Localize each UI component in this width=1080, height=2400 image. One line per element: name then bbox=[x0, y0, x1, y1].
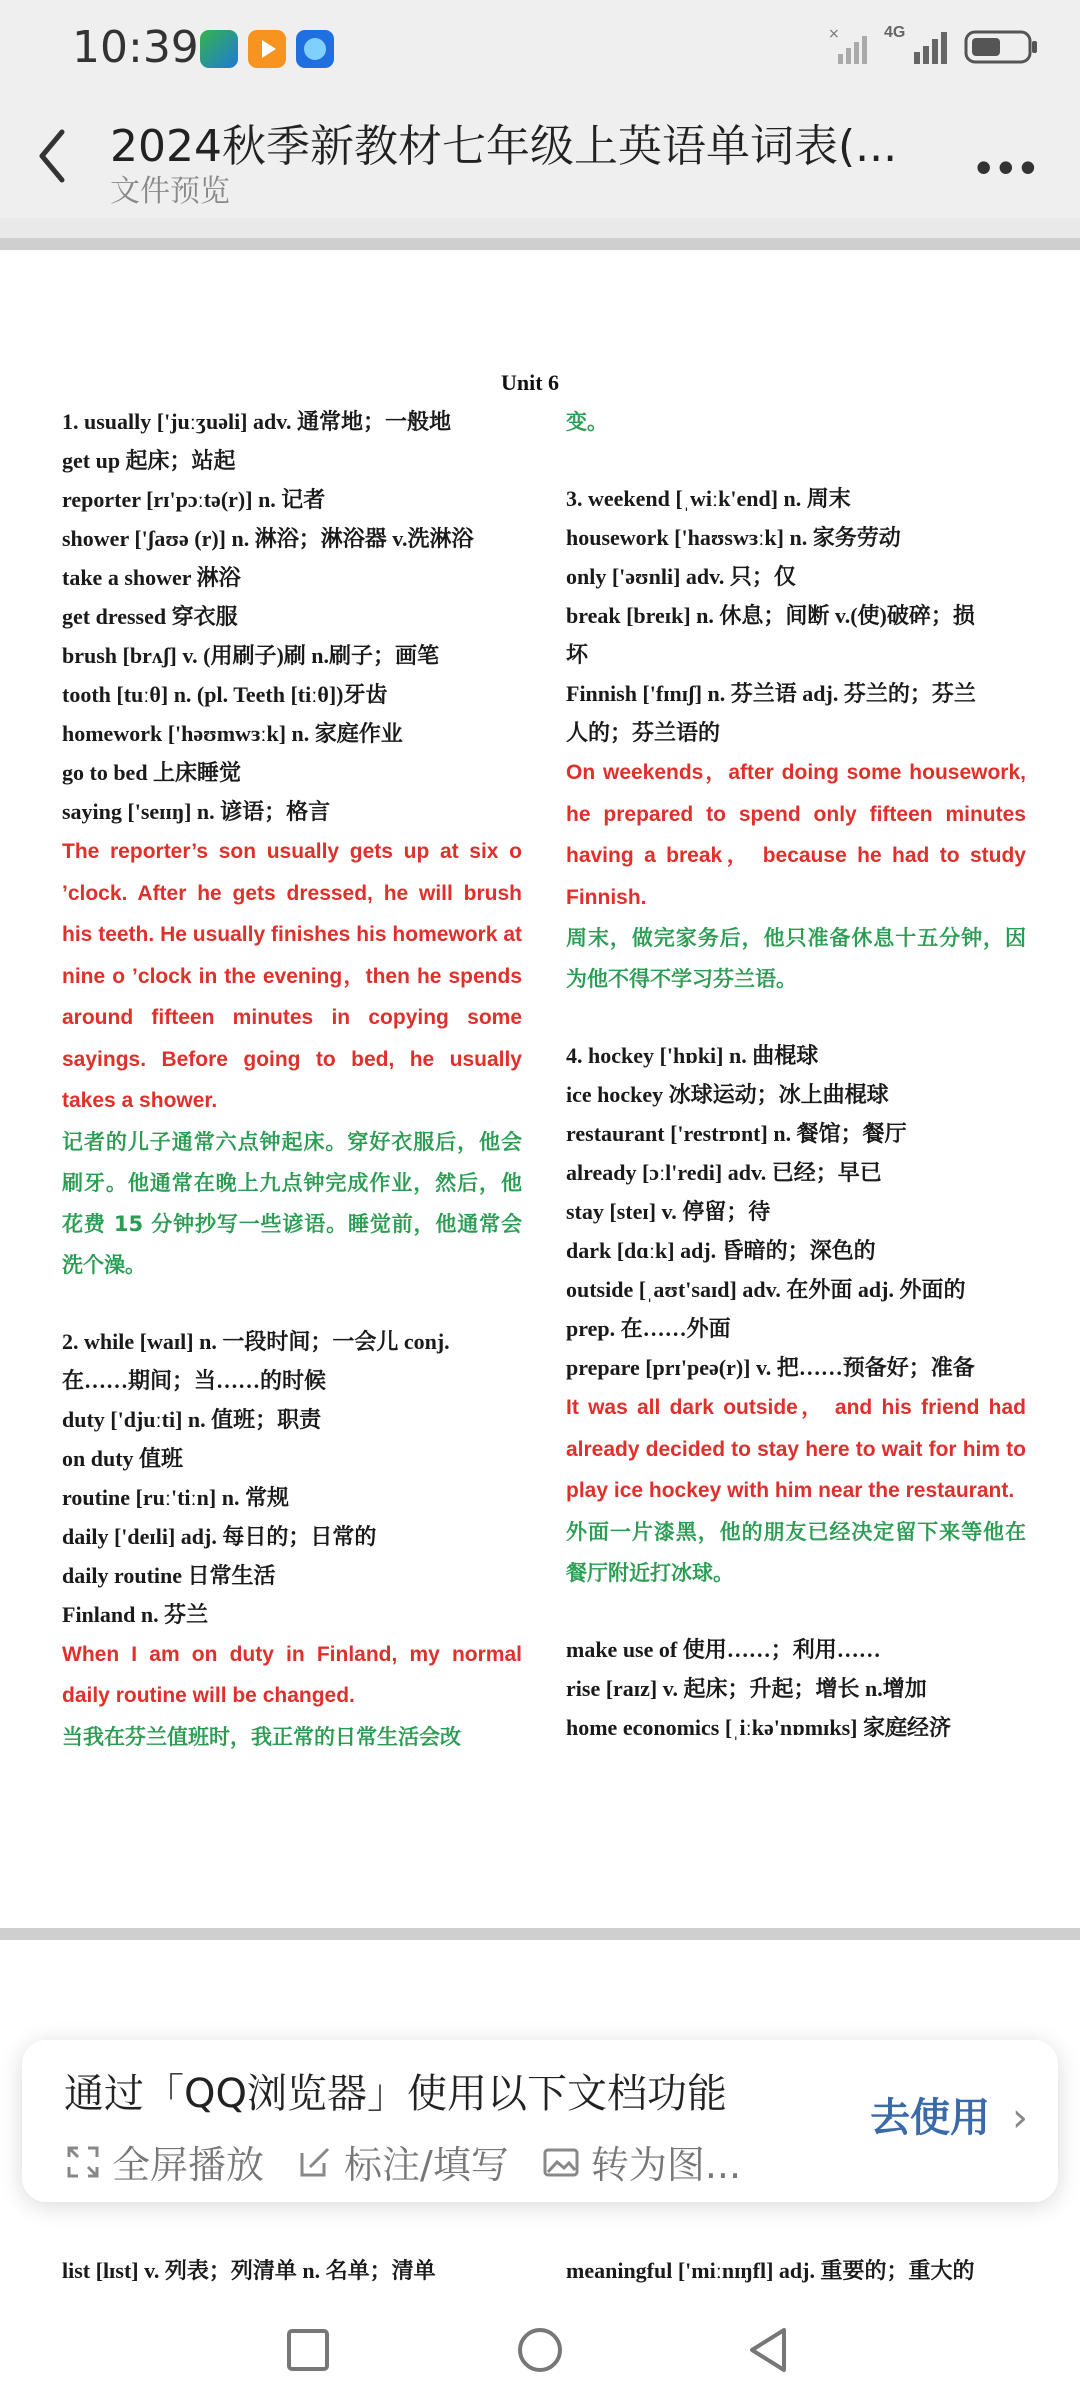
edit-icon bbox=[298, 2145, 332, 2179]
vocab-entry: tooth [tuːθ] n. (pl. Teeth [tiːθ])牙齿 bbox=[62, 682, 388, 707]
example-sentence: It was all dark outside， and his friend had already decided to stay here to wait for him to play ice hockey with him near the restaurant. bbox=[566, 1396, 1026, 1502]
vocab-entry: get up 起床；站起 bbox=[62, 448, 236, 473]
next-page-line-right: meaningful ['miːnɪŋfl] adj. 重要的；重大的 bbox=[566, 2258, 975, 2283]
vocab-entry: daily ['deɪli] adj. 每日的；日常的 bbox=[62, 1523, 377, 1549]
spacer bbox=[62, 1286, 522, 1322]
feature-label: 全屏播放 bbox=[112, 2143, 265, 2187]
back-arrow-icon[interactable] bbox=[34, 126, 74, 186]
vocab-entry: get dressed 穿衣服 bbox=[62, 604, 238, 629]
video-app-icon bbox=[248, 30, 286, 68]
status-time: 10:39 bbox=[72, 22, 199, 73]
vocab-entry: saying ['seɪɪŋ] n. 谚语；格言 bbox=[62, 799, 331, 824]
spacer bbox=[566, 1000, 1026, 1036]
vocab-entry: dark [dɑːk] adj. 昏暗的；深色的 bbox=[566, 1238, 876, 1263]
feature-label: 转为图... bbox=[590, 2143, 742, 2187]
feature-label: 标注/填写 bbox=[344, 2143, 509, 2187]
example-sentence: When I am on duty in Finland, my normal daily routine will be changed. bbox=[62, 1642, 522, 1707]
vocab-entry: prep. 在……外面 bbox=[566, 1316, 731, 1341]
translation: 外面一片漆黑，他的朋友已经决定留下来等他在餐厅附近打冰球。 bbox=[566, 1519, 1026, 1585]
vocab-entry: prepare [prɪ'peə(r)] v. 把……预备好；准备 bbox=[566, 1355, 975, 1380]
vocab-entry: routine [ruː'tiːn] n. 常规 bbox=[62, 1484, 289, 1510]
vocab-entry: Finland n. 芬兰 bbox=[62, 1601, 209, 1627]
vocab-entry: brush [brʌʃ] v. (用刷子)刷 n.刷子；画笔 bbox=[62, 643, 440, 668]
banner-features bbox=[66, 2134, 741, 2189]
page-divider-2 bbox=[0, 1928, 1080, 1940]
vocab-entry: rise [raɪz] v. 起床；升起；增长 n.增加 bbox=[566, 1675, 927, 1701]
vocab-entry: 1. usually ['juːʒuəli] adv. 通常地；一般地 bbox=[62, 409, 452, 434]
home-icon[interactable] bbox=[516, 2326, 564, 2374]
vocab-entry: go to bed 上床睡觉 bbox=[62, 760, 242, 785]
right-column bbox=[566, 402, 1026, 1747]
browser-app-icon bbox=[296, 30, 334, 68]
app-notification-icon bbox=[200, 30, 238, 68]
vocab-entry: restaurant ['restrɒnt] n. 餐馆；餐厅 bbox=[566, 1121, 907, 1146]
document-title: 2024秋季新教材七年级上英语单词表(... bbox=[110, 121, 898, 172]
vocab-entry: shower ['ʃaʊə (r)] n. 淋浴；淋浴器 v.洗淋浴 bbox=[62, 526, 474, 551]
vocab-entry: make use of 使用……；利用…… bbox=[566, 1636, 881, 1662]
signal-muted-icon bbox=[828, 26, 870, 66]
vocab-entry: Finnish ['fɪnɪʃ] n. 芬兰语 adj. 芬兰的；芬兰 bbox=[566, 681, 976, 706]
recent-apps-icon[interactable] bbox=[286, 2328, 330, 2372]
example-sentence: The reporter’s son usually gets up at six o ’clock. After he gets dressed, he will brush his teeth. He usually finishes his homework at nine o ’clock in the evening，then he spends around fifteen minutes in copying some sayings. Before going to bed, he usually takes a shower. bbox=[62, 840, 522, 1112]
more-options-icon[interactable]: ••• bbox=[975, 141, 1042, 193]
vocab-entry: ice hockey 冰球运动；冰上曲棍球 bbox=[566, 1082, 889, 1107]
vocab-entry: break [breɪk] n. 休息；间断 v.(使)破碎；损 bbox=[566, 603, 975, 628]
battery-icon bbox=[964, 26, 1040, 66]
unit-heading: Unit 6 bbox=[500, 370, 560, 395]
vocab-entry: duty ['djuːti] n. 值班；职责 bbox=[62, 1406, 322, 1432]
feature-annotate[interactable] bbox=[298, 2134, 509, 2189]
back-nav-icon[interactable] bbox=[746, 2326, 790, 2374]
translation: 当我在芬兰值班时，我正常的日常生活会改 bbox=[62, 1724, 461, 1749]
vocab-entry: daily routine 日常生活 bbox=[62, 1562, 276, 1588]
vocab-entry: 人的；芬兰语的 bbox=[566, 720, 721, 745]
status-bar bbox=[0, 0, 1080, 100]
vocab-entry: 坏 bbox=[566, 642, 589, 667]
go-use-button[interactable] bbox=[870, 2086, 1028, 2143]
go-use-label: 去使用 bbox=[870, 2095, 991, 2141]
vocab-entry: stay [steɪ] v. 停留；待 bbox=[566, 1199, 771, 1224]
spacer bbox=[566, 1594, 1026, 1630]
vocab-entry: already [ɔːl'redi] adv. 已经；早已 bbox=[566, 1160, 882, 1185]
vocab-entry: 2. while [waɪl] n. 一段时间；一会儿 conj. bbox=[62, 1328, 450, 1354]
translation: 记者的儿子通常六点钟起床。穿好衣服后，他会刷牙。他通常在晚上九点钟完成作业，然后，他花费 15 分钟抄写一些谚语。睡觉前，他通常会洗个澡。 bbox=[62, 1129, 522, 1277]
document-page[interactable] bbox=[0, 250, 1080, 1928]
left-column bbox=[62, 402, 522, 1758]
vocab-entry: reporter [rɪ'pɔːtə(r)] n. 记者 bbox=[62, 487, 326, 512]
vocab-entry: homework ['həʊmwɜːk] n. 家庭作业 bbox=[62, 721, 403, 746]
feature-convert-image[interactable] bbox=[543, 2134, 741, 2189]
vocab-entry: 4. hockey ['hɒki] n. 曲棍球 bbox=[566, 1043, 819, 1068]
banner-title: 通过「QQ浏览器」使用以下文档功能 bbox=[64, 2071, 727, 2117]
page-divider bbox=[0, 238, 1080, 250]
system-nav-bar bbox=[0, 2300, 1080, 2400]
spacer bbox=[566, 443, 1026, 479]
svg-text:×: × bbox=[828, 26, 840, 42]
vocab-entry: only ['əʊnli] adv. 只；仅 bbox=[566, 564, 796, 589]
signal-4g-icon: 4G bbox=[884, 26, 950, 66]
feature-fullscreen[interactable] bbox=[66, 2134, 264, 2189]
vocab-entry: outside [ˌaʊt'saɪd] adv. 在外面 adj. 外面的 bbox=[566, 1277, 966, 1302]
chevron-right-icon: › bbox=[1012, 2095, 1028, 2141]
translation: 周末，做完家务后，他只准备休息十五分钟，因为他不得不学习芬兰语。 bbox=[566, 926, 1026, 991]
vocab-entry: housework ['haʊswɜːk] n. 家务劳动 bbox=[566, 525, 901, 550]
image-icon bbox=[543, 2145, 579, 2179]
vocab-entry: 3. weekend [ˌwiːk'end] n. 周末 bbox=[566, 486, 851, 511]
document-subtitle: 文件预览 bbox=[110, 174, 230, 209]
app-header bbox=[0, 100, 1080, 218]
next-page-line-left: list [lɪst] v. 列表；列清单 n. 名单；清单 bbox=[62, 2258, 436, 2283]
example-sentence: On weekends，after doing some housework, he prepared to spend only fifteen minutes having a break， because he had to study Finnish. bbox=[566, 761, 1026, 909]
vocab-entry: on duty 值班 bbox=[62, 1445, 184, 1471]
qq-browser-banner[interactable] bbox=[22, 2040, 1058, 2202]
translation: 变。 bbox=[566, 410, 608, 434]
vocab-entry: 在……期间；当……的时候 bbox=[62, 1367, 327, 1393]
vocab-entry: home economics [ˌiːkə'nɒmɪks] 家庭经济 bbox=[566, 1714, 952, 1740]
vocab-entry: take a shower 淋浴 bbox=[62, 565, 241, 590]
fullscreen-icon bbox=[66, 2145, 100, 2179]
